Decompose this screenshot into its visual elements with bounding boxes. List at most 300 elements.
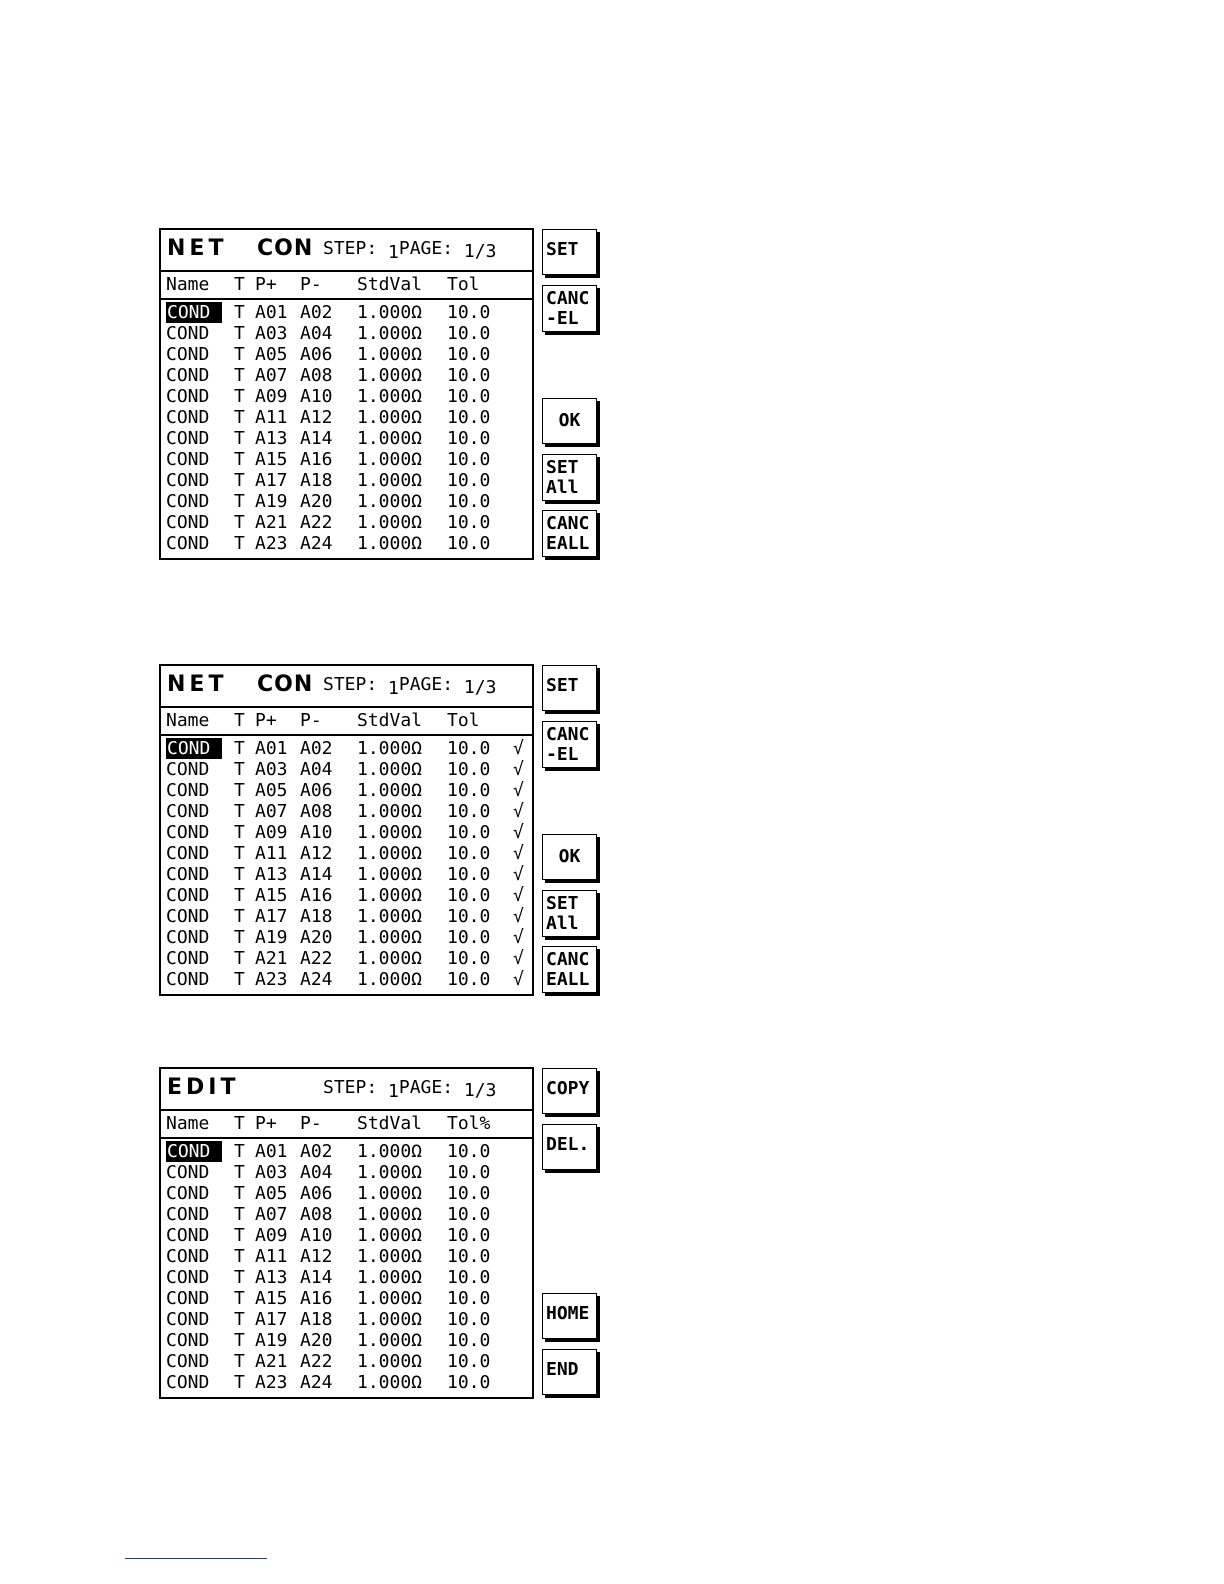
cell-tol: 10.0 xyxy=(447,512,491,533)
edit-screen xyxy=(159,1067,534,1399)
cell-stdval: 1.000Ω xyxy=(357,822,423,843)
cell-p-plus: A11 xyxy=(255,1246,288,1267)
cell-p-plus: A17 xyxy=(255,1309,288,1330)
screen-title: EDIT xyxy=(167,1075,240,1100)
cell-name-text: COND xyxy=(166,470,210,491)
page-label: PAGE: xyxy=(398,238,454,259)
cell-stdval: 1.000Ω xyxy=(357,1246,423,1267)
cell-stdval: 1.000Ω xyxy=(357,759,423,780)
cell-tol: 10.0 xyxy=(447,428,491,449)
cell-p-minus: A02 xyxy=(300,1141,333,1162)
cancel-all-button[interactable]: CANC EALL xyxy=(542,510,597,557)
cell-stdval: 1.000Ω xyxy=(357,927,423,948)
step-value: 1 xyxy=(388,242,399,263)
page-label: PAGE: xyxy=(398,1077,454,1098)
cell-name-text: COND xyxy=(166,1330,210,1351)
page-value: 1/3 xyxy=(463,677,497,698)
col-stdval-header: StdVal xyxy=(357,274,423,295)
cell-p-minus: A06 xyxy=(300,344,333,365)
checkmark-icon: √ xyxy=(513,801,524,822)
step-page-indicator xyxy=(323,238,497,263)
col-t-header: T xyxy=(234,710,245,731)
cell-p-plus: A19 xyxy=(255,491,288,512)
cell-type: T xyxy=(234,1267,245,1288)
table-body xyxy=(161,1139,532,1397)
cell-stdval: 1.000Ω xyxy=(357,344,423,365)
cell-name-text: COND xyxy=(166,801,210,822)
cell-p-plus: A21 xyxy=(255,948,288,969)
cell-type: T xyxy=(234,969,245,990)
table-row[interactable] xyxy=(161,512,532,533)
table-row[interactable] xyxy=(161,344,532,365)
table-row[interactable] xyxy=(161,801,532,822)
cell-stdval: 1.000Ω xyxy=(357,801,423,822)
cell-name-text: COND xyxy=(166,512,210,533)
table-row[interactable] xyxy=(161,1225,532,1246)
table-body xyxy=(161,736,532,994)
cell-p-minus: A02 xyxy=(300,738,333,759)
cell-type: T xyxy=(234,1204,245,1225)
cell-p-minus: A18 xyxy=(300,1309,333,1330)
cell-type: T xyxy=(234,512,245,533)
cell-p-minus: A08 xyxy=(300,365,333,386)
cell-name xyxy=(166,843,209,865)
checkmark-icon: √ xyxy=(513,759,524,780)
cell-stdval: 1.000Ω xyxy=(357,948,423,969)
cell-name-text: COND xyxy=(166,1288,210,1309)
cell-p-plus: A15 xyxy=(255,449,288,470)
cell-stdval: 1.000Ω xyxy=(357,533,423,554)
cell-stdval: 1.000Ω xyxy=(357,906,423,927)
cell-tol: 10.0 xyxy=(447,491,491,512)
cell-name xyxy=(166,969,209,991)
screen-title: NET xyxy=(167,672,228,697)
cell-tol: 10.0 xyxy=(447,801,491,822)
page-label: PAGE: xyxy=(398,674,454,695)
cell-p-minus: A16 xyxy=(300,885,333,906)
cell-p-plus: A21 xyxy=(255,1351,288,1372)
cell-name-text: COND xyxy=(166,759,210,780)
table-row[interactable] xyxy=(161,491,532,512)
cell-tol: 10.0 xyxy=(447,1246,491,1267)
cell-stdval: 1.000Ω xyxy=(357,969,423,990)
cell-p-minus: A16 xyxy=(300,1288,333,1309)
cell-p-minus: A08 xyxy=(300,1204,333,1225)
cell-p-plus: A13 xyxy=(255,864,288,885)
cell-tol: 10.0 xyxy=(447,969,491,990)
cell-name xyxy=(166,365,209,387)
cell-type: T xyxy=(234,1372,245,1393)
table-row[interactable] xyxy=(161,948,532,969)
cell-p-minus: A16 xyxy=(300,449,333,470)
set-all-button[interactable]: SET All xyxy=(542,890,597,937)
table-row[interactable] xyxy=(161,1183,532,1204)
cell-name xyxy=(166,948,209,970)
cell-type: T xyxy=(234,1141,245,1162)
col-p-plus-header: P+ xyxy=(255,710,277,731)
cell-p-plus: A15 xyxy=(255,1288,288,1309)
cell-tol: 10.0 xyxy=(447,948,491,969)
cell-type: T xyxy=(234,948,245,969)
cell-p-plus: A09 xyxy=(255,386,288,407)
cell-stdval: 1.000Ω xyxy=(357,428,423,449)
checkmark-icon: √ xyxy=(513,780,524,801)
cell-type: T xyxy=(234,822,245,843)
copy-button[interactable]: COPY xyxy=(542,1068,597,1114)
net-con-screen xyxy=(159,228,534,560)
cell-p-minus: A22 xyxy=(300,512,333,533)
cell-p-minus: A20 xyxy=(300,927,333,948)
cell-tol: 10.0 xyxy=(447,1162,491,1183)
cell-p-plus: A05 xyxy=(255,1183,288,1204)
cancel-button[interactable]: CANC -EL xyxy=(542,285,597,332)
checkmark-icon: √ xyxy=(513,822,524,843)
cell-p-minus: A04 xyxy=(300,323,333,344)
cell-p-minus: A24 xyxy=(300,1372,333,1393)
table-row[interactable] xyxy=(161,885,532,906)
cell-stdval: 1.000Ω xyxy=(357,491,423,512)
selected-cell-name: COND xyxy=(166,302,222,323)
set-button[interactable]: SET xyxy=(542,229,597,275)
table-row[interactable] xyxy=(161,386,532,407)
cell-name xyxy=(166,1351,209,1373)
cell-p-plus: A03 xyxy=(255,323,288,344)
cell-name-text: COND xyxy=(166,780,210,801)
cell-stdval: 1.000Ω xyxy=(357,1309,423,1330)
col-stdval-header: StdVal xyxy=(357,710,423,731)
end-button[interactable]: END xyxy=(542,1349,597,1395)
cell-name xyxy=(166,449,209,471)
cell-p-plus: A09 xyxy=(255,1225,288,1246)
cell-type: T xyxy=(234,491,245,512)
cell-tol: 10.0 xyxy=(447,1288,491,1309)
checkmark-icon: √ xyxy=(513,885,524,906)
checkmark-icon: √ xyxy=(513,948,524,969)
cell-stdval: 1.000Ω xyxy=(357,407,423,428)
cell-name-text: COND xyxy=(166,407,210,428)
table-row[interactable] xyxy=(161,969,532,990)
table-row[interactable] xyxy=(161,365,532,386)
table-row[interactable] xyxy=(161,1267,532,1288)
cell-tol: 10.0 xyxy=(447,386,491,407)
cell-name-text: COND xyxy=(166,428,210,449)
cell-name-text: COND xyxy=(166,1162,210,1183)
selected-cell-name: COND xyxy=(166,738,222,759)
col-stdval-header: StdVal xyxy=(357,1113,423,1134)
step-label: STEP: xyxy=(323,674,378,695)
col-name-header: Name xyxy=(166,710,210,731)
title-bar xyxy=(161,666,532,708)
cell-tol: 10.0 xyxy=(447,302,491,323)
cell-name xyxy=(166,302,222,324)
cell-stdval: 1.000Ω xyxy=(357,1267,423,1288)
cell-p-plus: A03 xyxy=(255,1162,288,1183)
cell-p-plus: A23 xyxy=(255,969,288,990)
cell-p-minus: A12 xyxy=(300,1246,333,1267)
cell-name-text: COND xyxy=(166,365,210,386)
cell-name-text: COND xyxy=(166,1183,210,1204)
cancel-all-button[interactable]: CANC EALL xyxy=(542,946,597,993)
cell-name-text: COND xyxy=(166,927,210,948)
cell-tol: 10.0 xyxy=(447,449,491,470)
cell-tol: 10.0 xyxy=(447,1330,491,1351)
table-row[interactable] xyxy=(161,449,532,470)
table-row[interactable] xyxy=(161,470,532,491)
cell-stdval: 1.000Ω xyxy=(357,843,423,864)
screen-title: NET xyxy=(167,236,228,261)
set-button[interactable]: SET xyxy=(542,665,597,711)
cell-p-minus: A20 xyxy=(300,491,333,512)
cell-tol: 10.0 xyxy=(447,365,491,386)
cell-p-plus: A01 xyxy=(255,738,288,759)
cell-name xyxy=(166,344,209,366)
cell-name xyxy=(166,1309,209,1331)
cell-p-minus: A12 xyxy=(300,407,333,428)
cell-tol: 10.0 xyxy=(447,927,491,948)
ok-button[interactable]: OK xyxy=(542,834,597,880)
cell-name xyxy=(166,927,209,949)
table-row[interactable] xyxy=(161,1141,532,1162)
cell-name-text: COND xyxy=(166,449,210,470)
cell-p-minus: A06 xyxy=(300,1183,333,1204)
table-row[interactable] xyxy=(161,1204,532,1225)
col-name-header: Name xyxy=(166,1113,210,1134)
cell-tol: 10.0 xyxy=(447,1225,491,1246)
cell-type: T xyxy=(234,759,245,780)
screen-subtitle: CON xyxy=(257,672,314,697)
cell-name xyxy=(166,738,222,760)
cell-stdval: 1.000Ω xyxy=(357,864,423,885)
table-row[interactable] xyxy=(161,533,532,554)
cell-p-minus: A24 xyxy=(300,533,333,554)
step-value: 1 xyxy=(388,678,399,699)
cell-tol: 10.0 xyxy=(447,843,491,864)
cell-tol: 10.0 xyxy=(447,1141,491,1162)
table-row[interactable] xyxy=(161,822,532,843)
step-label: STEP: xyxy=(323,238,378,259)
ok-button[interactable]: OK xyxy=(542,398,597,444)
cell-type: T xyxy=(234,906,245,927)
checkmark-icon: √ xyxy=(513,969,524,990)
cell-name xyxy=(166,407,209,429)
cell-p-minus: A08 xyxy=(300,801,333,822)
cell-p-plus: A11 xyxy=(255,843,288,864)
cell-p-minus: A22 xyxy=(300,948,333,969)
cell-p-minus: A10 xyxy=(300,386,333,407)
table-row[interactable] xyxy=(161,843,532,864)
cell-name xyxy=(166,864,209,886)
table-row[interactable] xyxy=(161,1309,532,1330)
footnote-rule xyxy=(125,1558,267,1559)
cell-type: T xyxy=(234,927,245,948)
cell-p-minus: A24 xyxy=(300,969,333,990)
cell-p-minus: A22 xyxy=(300,1351,333,1372)
cell-type: T xyxy=(234,470,245,491)
table-row[interactable] xyxy=(161,428,532,449)
cell-type: T xyxy=(234,365,245,386)
cell-p-plus: A05 xyxy=(255,780,288,801)
table-row[interactable] xyxy=(161,906,532,927)
cell-tol: 10.0 xyxy=(447,822,491,843)
cell-p-minus: A18 xyxy=(300,906,333,927)
cell-p-plus: A03 xyxy=(255,759,288,780)
cell-type: T xyxy=(234,302,245,323)
table-row[interactable] xyxy=(161,1351,532,1372)
cell-tol: 10.0 xyxy=(447,1183,491,1204)
cell-stdval: 1.000Ω xyxy=(357,1330,423,1351)
cell-type: T xyxy=(234,1309,245,1330)
cell-name-text: COND xyxy=(166,843,210,864)
cell-p-plus: A07 xyxy=(255,365,288,386)
home-button[interactable]: HOME xyxy=(542,1293,597,1339)
table-row[interactable] xyxy=(161,1330,532,1351)
cell-name xyxy=(166,906,209,928)
cell-stdval: 1.000Ω xyxy=(357,1183,423,1204)
cell-name xyxy=(166,428,209,450)
cell-type: T xyxy=(234,386,245,407)
set-all-button[interactable]: SET All xyxy=(542,454,597,501)
cell-type: T xyxy=(234,801,245,822)
cell-type: T xyxy=(234,344,245,365)
table-row[interactable] xyxy=(161,864,532,885)
cell-p-minus: A04 xyxy=(300,1162,333,1183)
cell-stdval: 1.000Ω xyxy=(357,1288,423,1309)
cell-p-minus: A14 xyxy=(300,1267,333,1288)
cell-type: T xyxy=(234,780,245,801)
cell-p-plus: A19 xyxy=(255,1330,288,1351)
title-bar xyxy=(161,1069,532,1111)
cell-p-plus: A19 xyxy=(255,927,288,948)
cell-stdval: 1.000Ω xyxy=(357,1204,423,1225)
cell-p-plus: A21 xyxy=(255,512,288,533)
cell-stdval: 1.000Ω xyxy=(357,738,423,759)
table-row[interactable] xyxy=(161,780,532,801)
cell-stdval: 1.000Ω xyxy=(357,780,423,801)
column-header-row xyxy=(161,708,532,736)
cancel-button[interactable]: CANC -EL xyxy=(542,721,597,768)
cell-name xyxy=(166,1162,209,1184)
cell-p-plus: A13 xyxy=(255,1267,288,1288)
table-row[interactable] xyxy=(161,927,532,948)
cell-p-minus: A14 xyxy=(300,428,333,449)
cell-p-plus: A13 xyxy=(255,428,288,449)
checkmark-icon: √ xyxy=(513,738,524,759)
checkmark-icon: √ xyxy=(513,843,524,864)
cell-type: T xyxy=(234,533,245,554)
cell-stdval: 1.000Ω xyxy=(357,512,423,533)
cell-name-text: COND xyxy=(166,1309,210,1330)
cell-tol: 10.0 xyxy=(447,738,491,759)
cell-name xyxy=(166,780,209,802)
cell-p-minus: A20 xyxy=(300,1330,333,1351)
cell-type: T xyxy=(234,407,245,428)
delete-button[interactable]: DEL. xyxy=(542,1124,597,1170)
cell-name-text: COND xyxy=(166,1225,210,1246)
cell-name xyxy=(166,1246,209,1268)
step-value: 1 xyxy=(388,1081,399,1102)
table-row[interactable] xyxy=(161,1288,532,1309)
cell-name-text: COND xyxy=(166,1204,210,1225)
net-con-screen xyxy=(159,664,534,996)
cell-name-text: COND xyxy=(166,1246,210,1267)
cell-name-text: COND xyxy=(166,491,210,512)
cell-p-plus: A23 xyxy=(255,533,288,554)
cell-stdval: 1.000Ω xyxy=(357,449,423,470)
table-row[interactable] xyxy=(161,1246,532,1267)
cell-type: T xyxy=(234,428,245,449)
table-body xyxy=(161,300,532,558)
col-tol-header: Tol% xyxy=(447,1113,491,1134)
cell-name-text: COND xyxy=(166,948,210,969)
cell-name-text: COND xyxy=(166,344,210,365)
table-row[interactable] xyxy=(161,302,532,323)
cell-p-minus: A04 xyxy=(300,759,333,780)
cell-p-plus: A07 xyxy=(255,801,288,822)
cell-p-plus: A05 xyxy=(255,344,288,365)
selected-cell-name: COND xyxy=(166,1141,222,1162)
cell-tol: 10.0 xyxy=(447,533,491,554)
table-row[interactable] xyxy=(161,1372,532,1393)
cell-stdval: 1.000Ω xyxy=(357,1225,423,1246)
cell-type: T xyxy=(234,1288,245,1309)
cell-type: T xyxy=(234,738,245,759)
cell-name xyxy=(166,1141,222,1163)
checkmark-icon: √ xyxy=(513,864,524,885)
cell-name xyxy=(166,323,209,345)
cell-name xyxy=(166,491,209,513)
cell-name-text: COND xyxy=(166,906,210,927)
cell-name-text: COND xyxy=(166,822,210,843)
cell-type: T xyxy=(234,1351,245,1372)
cell-p-plus: A11 xyxy=(255,407,288,428)
cell-name xyxy=(166,759,209,781)
column-header-row xyxy=(161,1111,532,1139)
col-p-plus-header: P+ xyxy=(255,274,277,295)
cell-name xyxy=(166,533,209,555)
cell-type: T xyxy=(234,1162,245,1183)
table-row[interactable] xyxy=(161,1162,532,1183)
table-row[interactable] xyxy=(161,759,532,780)
cell-stdval: 1.000Ω xyxy=(357,1141,423,1162)
cell-name-text: COND xyxy=(166,386,210,407)
checkmark-icon: √ xyxy=(513,906,524,927)
cell-p-plus: A17 xyxy=(255,906,288,927)
table-row[interactable] xyxy=(161,407,532,428)
table-row[interactable] xyxy=(161,323,532,344)
cell-p-plus: A01 xyxy=(255,1141,288,1162)
cell-name xyxy=(166,386,209,408)
cell-type: T xyxy=(234,1246,245,1267)
cell-name xyxy=(166,822,209,844)
cell-stdval: 1.000Ω xyxy=(357,1351,423,1372)
cell-name xyxy=(166,1372,209,1394)
cell-p-minus: A10 xyxy=(300,1225,333,1246)
cell-tol: 10.0 xyxy=(447,323,491,344)
cell-name xyxy=(166,1204,209,1226)
cell-p-minus: A18 xyxy=(300,470,333,491)
cell-name-text: COND xyxy=(166,323,210,344)
table-row[interactable] xyxy=(161,738,532,759)
cell-p-plus: A17 xyxy=(255,470,288,491)
cell-stdval: 1.000Ω xyxy=(357,1162,423,1183)
cell-stdval: 1.000Ω xyxy=(357,302,423,323)
screen-subtitle: CON xyxy=(257,236,314,261)
cell-p-minus: A14 xyxy=(300,864,333,885)
cell-tol: 10.0 xyxy=(447,780,491,801)
cell-type: T xyxy=(234,1330,245,1351)
page-value: 1/3 xyxy=(463,241,497,262)
cell-tol: 10.0 xyxy=(447,1351,491,1372)
